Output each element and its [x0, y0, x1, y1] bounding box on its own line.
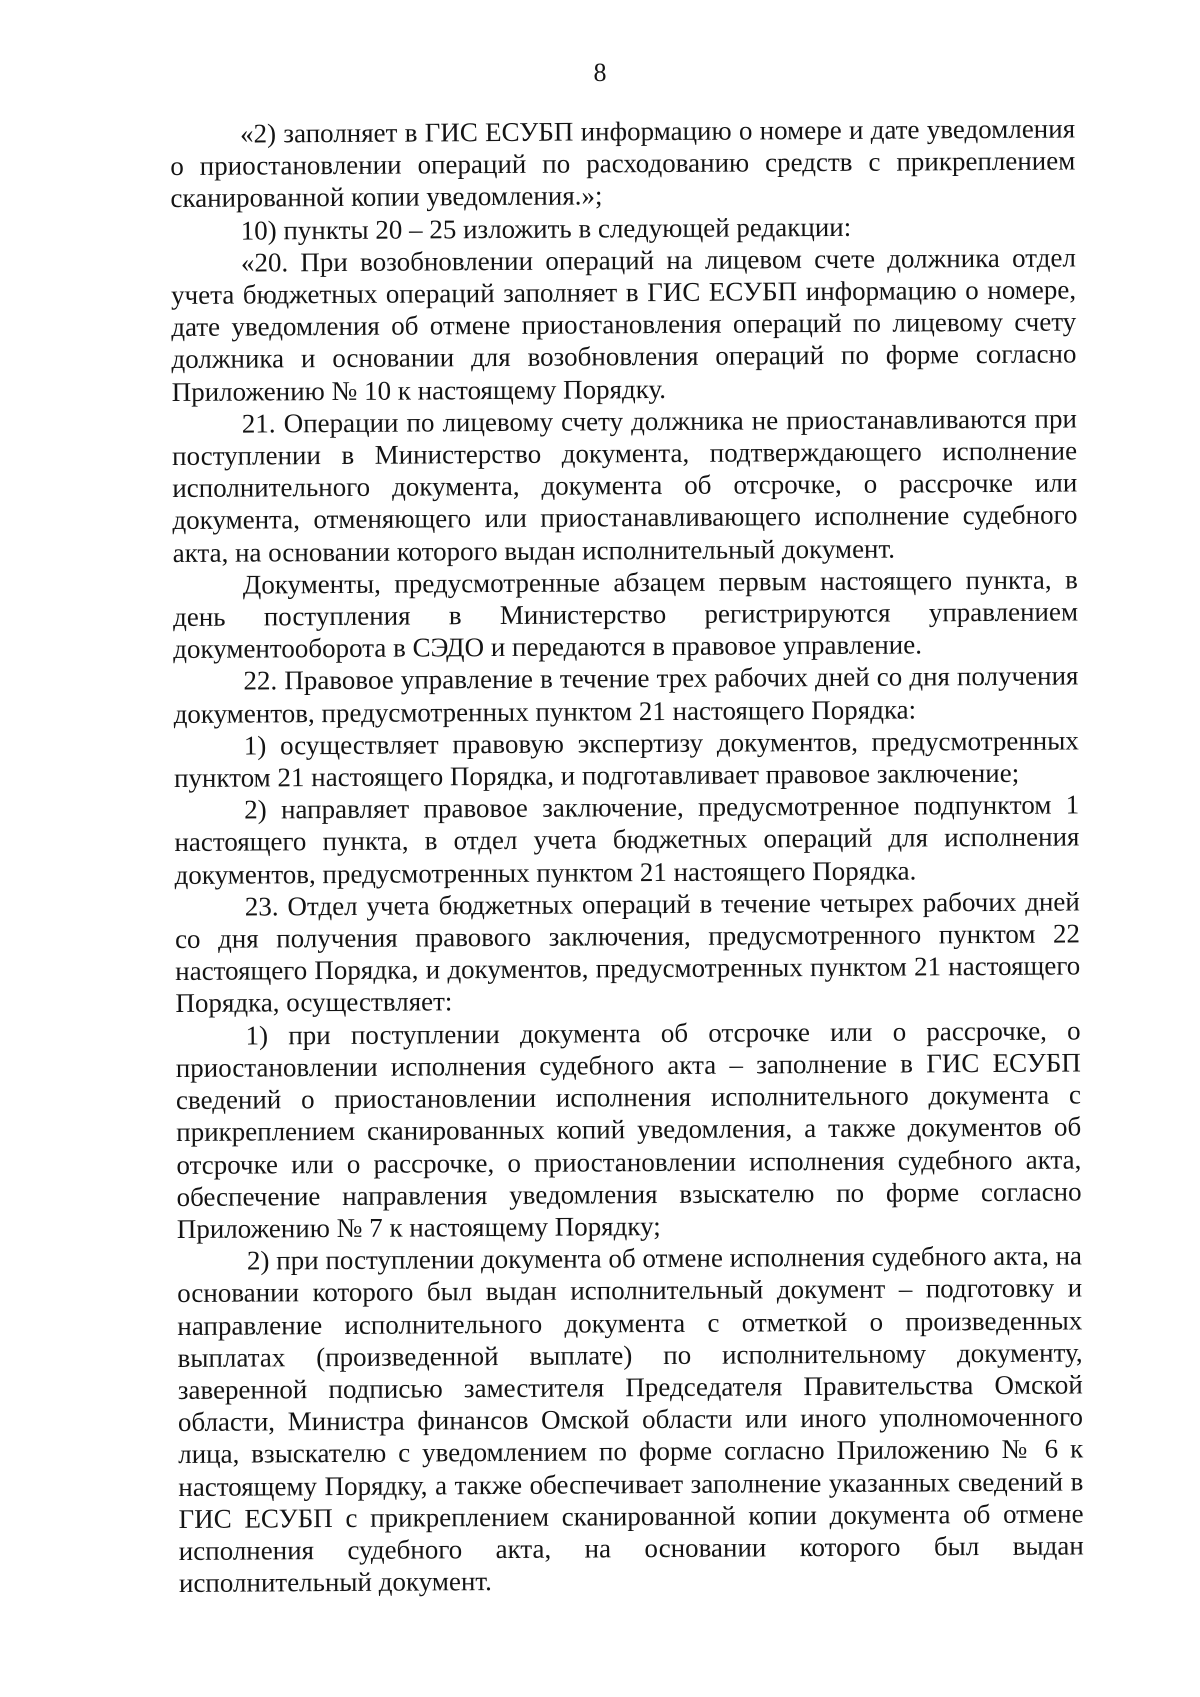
paragraph-clause-23-item-2: 2) при поступлении документа об отмене исполнения судебного акта, на основании которого был выдан исполнительный документ – подготовку и направление исполнительного документа с отметкой о произведенных выплатах (произведенной выплате) по исполнительному документу, заверенной подписью заместителя Председателя Правительства Омской области, Министра финансов Омской области или иного уполномоченного лица, взыскателю с уведомлением по форме согласно Приложению № 6 к настоящему Порядку, а также обеспечивает заполнение указанных сведений в ГИС ЕСУБП с прикреплением сканированной копии документа об отмене исполнения судебного акта, на основании которого был выдан исполнительный документ. — [177, 1240, 1084, 1599]
paragraph-clause-21: 21. Операции по лицевому счету должника не приостанавливаются при поступлении в Министерство документа, подтверждающего исполнение исполнительного документа, документа об отсрочке, о рассрочке или документа, отменяющего или приостанавливающего исполнение судебного акта, на основании которого выдан исполнительный документ. — [171, 403, 1078, 568]
paragraph-clause-22-item-2: 2) направляет правовое заключение, предусмотренное подпунктом 1 настоящего пункта, в отдел учета бюджетных операций для исполнения документов, предусмотренных пунктом 21 настоящего Порядка. — [174, 789, 1080, 890]
paragraph-clause-23: 23. Отдел учета бюджетных операций в течение четырех рабочих дней со дня получения правового заключения, предусмотренного пунктом 22 настоящего Порядка, и документов, предусмотренных пунктом 21 настоящего Порядка, осуществляет: — [174, 886, 1081, 1019]
paragraph-item-2-filling: «2) заполняет в ГИС ЕСУБП информацию о номере и дате уведомления о приостановлении операций по расходованию средств с прикреплением сканированной копии уведомления.»; — [170, 113, 1076, 214]
paragraph-clause-23-item-1: 1) при поступлении документа об отсрочке или о рассрочке, о приостановлении исполнения судебного акта – заполнение в ГИС ЕСУБП сведений о приостановлении исполнения исполнительного документа с прикреплением сканированных копий уведомления, а также документов об отсрочке или о рассрочке, о приостановлении исполнения судебного акта, обеспечение направления уведомления взыскателю по форме согласно Приложению № 7 к настоящему Порядку; — [175, 1015, 1082, 1244]
paragraph-clause-21-documents: Документы, предусмотренные абзацем первым настоящего пункта, в день поступления в Министерство регистрируются управлением документооборота в СЭДО и передаются в правовое управление. — [172, 564, 1079, 665]
paragraph-clause-22-item-1: 1) осуществляет правовую экспертизу документов, предусмотренных пунктом 21 настоящего Порядка, и подготавливает правовое заключение; — [173, 725, 1079, 794]
document-body — [170, 112, 1084, 1599]
paragraph-item-10-amendment: 10) пункты 20 – 25 изложить в следующей редакции: — [240, 211, 852, 246]
paragraph-clause-22: 22. Правовое управление в течение трех рабочих дней со дня получения документов, предусмотренных пунктом 21 настоящего Порядка: — [173, 660, 1079, 729]
page-number: 8 — [593, 58, 607, 87]
paragraph-clause-20: «20. При возобновлении операций на лицевом счете должника отдел учета бюджетных операций заполняет в ГИС ЕСУБП информацию о номере, дате уведомления об отмене приостановления операций по лицевому счету должника и основании для возобновления операций по форме согласно Приложению № 10 к настоящему Порядку. — [170, 242, 1077, 407]
